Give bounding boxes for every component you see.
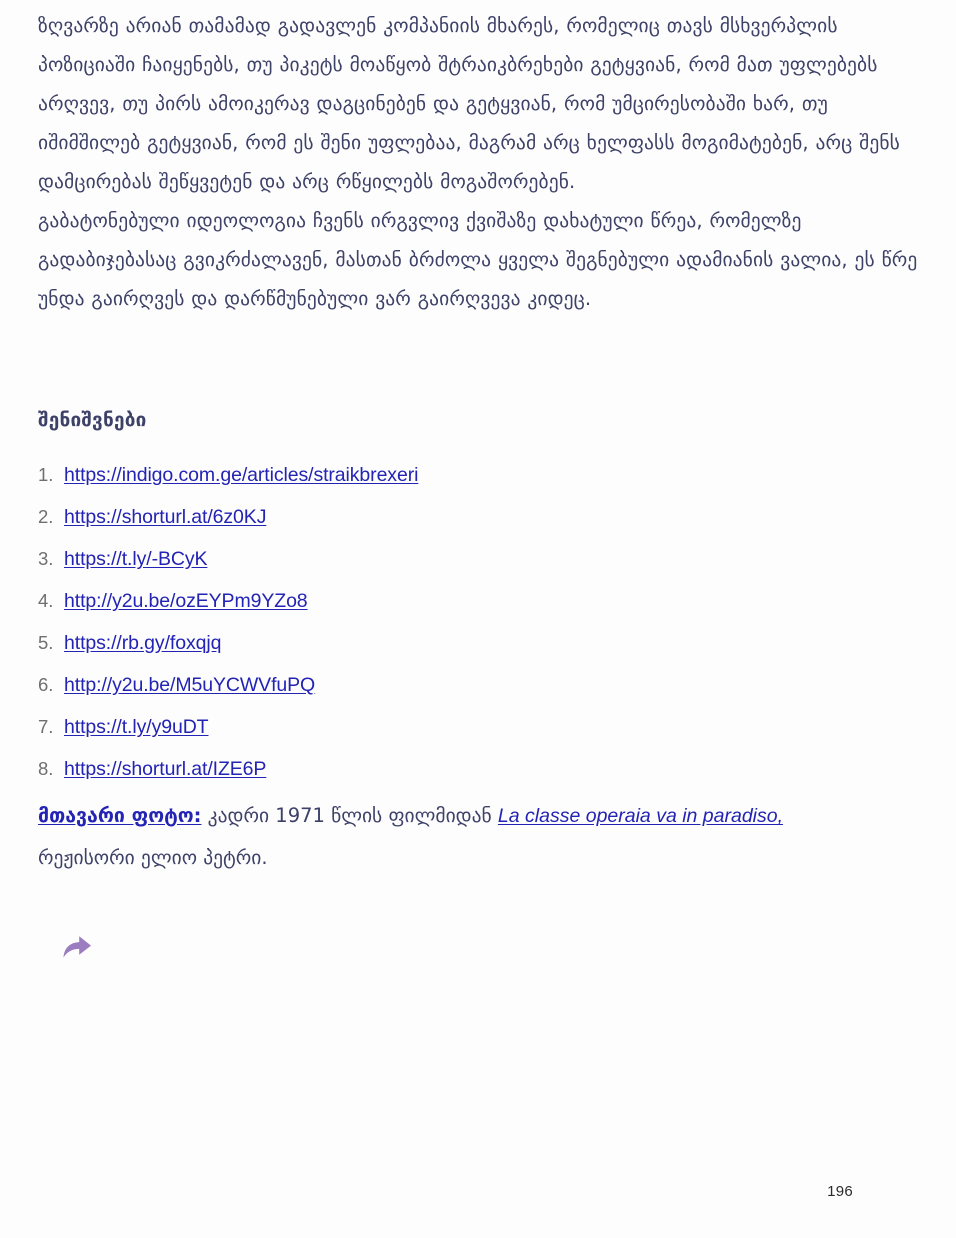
photo-credit — [38, 790, 838, 878]
list-item — [38, 538, 924, 580]
list-item-number: 3. — [38, 548, 54, 569]
note-link-4[interactable]: http://y2u.be/ozEYPm9YZo8 — [64, 590, 308, 612]
note-link-5[interactable]: https://rb.gy/foxqjq — [64, 632, 222, 654]
list-item-number: 5. — [38, 632, 54, 653]
note-link-7[interactable]: https://t.ly/y9uDT — [64, 716, 209, 738]
note-link-1[interactable]: https://indigo.com.ge/articles/straikbrexeri — [64, 464, 419, 486]
photo-credit-text-after: რეჟისორი ელიო პეტრი. — [38, 846, 268, 869]
body-paragraph-2: გაბატონებული იდეოლოგია ჩვენს ირგვლივ ქვიშაზე დახატული წრეა, რომელზე გადაბიჯებასაც გვიკრძალავენ, მასთან ბრძოლა ყველა შეგნებული ადამიანის ვალია, ეს წრე უნდა გაირღვეს და დარწმუნებული ვარ გაირღვევა კიდეც. — [38, 209, 918, 310]
list-item-number: 6. — [38, 674, 54, 695]
note-link-2[interactable]: https://shorturl.at/6z0KJ — [64, 506, 267, 528]
list-item — [38, 454, 924, 496]
note-link-6[interactable]: http://y2u.be/M5uYCWVfuPQ — [64, 674, 316, 696]
photo-credit-text-before: კადრი 1971 წლის ფილმიდან — [201, 804, 498, 827]
list-item — [38, 622, 924, 664]
list-item-number: 2. — [38, 506, 54, 527]
list-item — [38, 748, 924, 790]
list-item-number: 8. — [38, 758, 54, 779]
share-arrow-icon[interactable] — [38, 878, 924, 961]
list-item — [38, 580, 924, 622]
notes-list — [38, 434, 924, 790]
page-number: 196 — [827, 1183, 853, 1200]
page-content — [38, 0, 924, 961]
list-item — [38, 496, 924, 538]
list-item-number: 1. — [38, 464, 54, 485]
notes-heading: შენიშვნები — [38, 409, 147, 431]
list-item — [38, 664, 924, 706]
photo-credit-label[interactable]: მთავარი ფოტო: — [38, 804, 202, 827]
body-paragraph-1: ზღვარზე არიან თამამად გადავლენ კომპანიის მხარეს, რომელიც თავს მსხვერპლის პოზიციაში ჩაიყენებს, თუ პიკეტს მოაწყობ შტრაიკბრეხები გეტყვიან, რომ მათ უფლებებს არღვევ, თუ პირს ამოიკერავ დაგცინებენ და გეტყვიან, რომ უმცირესობაში ხარ, თუ იშიმშილებ გეტყვიან, რომ ეს შენი უფლებაა, მაგრამ არც ხელფასს მოგიმატებენ, არც შენს დამცირებას შეწყვეტენ და არც რწყილებს მოგაშორებენ. — [38, 14, 900, 193]
list-item-number: 4. — [38, 590, 54, 611]
list-item — [38, 706, 924, 748]
note-link-8[interactable]: https://shorturl.at/IZE6P — [64, 758, 267, 780]
film-title-link[interactable]: La classe operaia va in paradiso, — [497, 805, 784, 827]
list-item-number: 7. — [38, 716, 54, 737]
note-link-3[interactable]: https://t.ly/-BCyK — [64, 548, 208, 570]
